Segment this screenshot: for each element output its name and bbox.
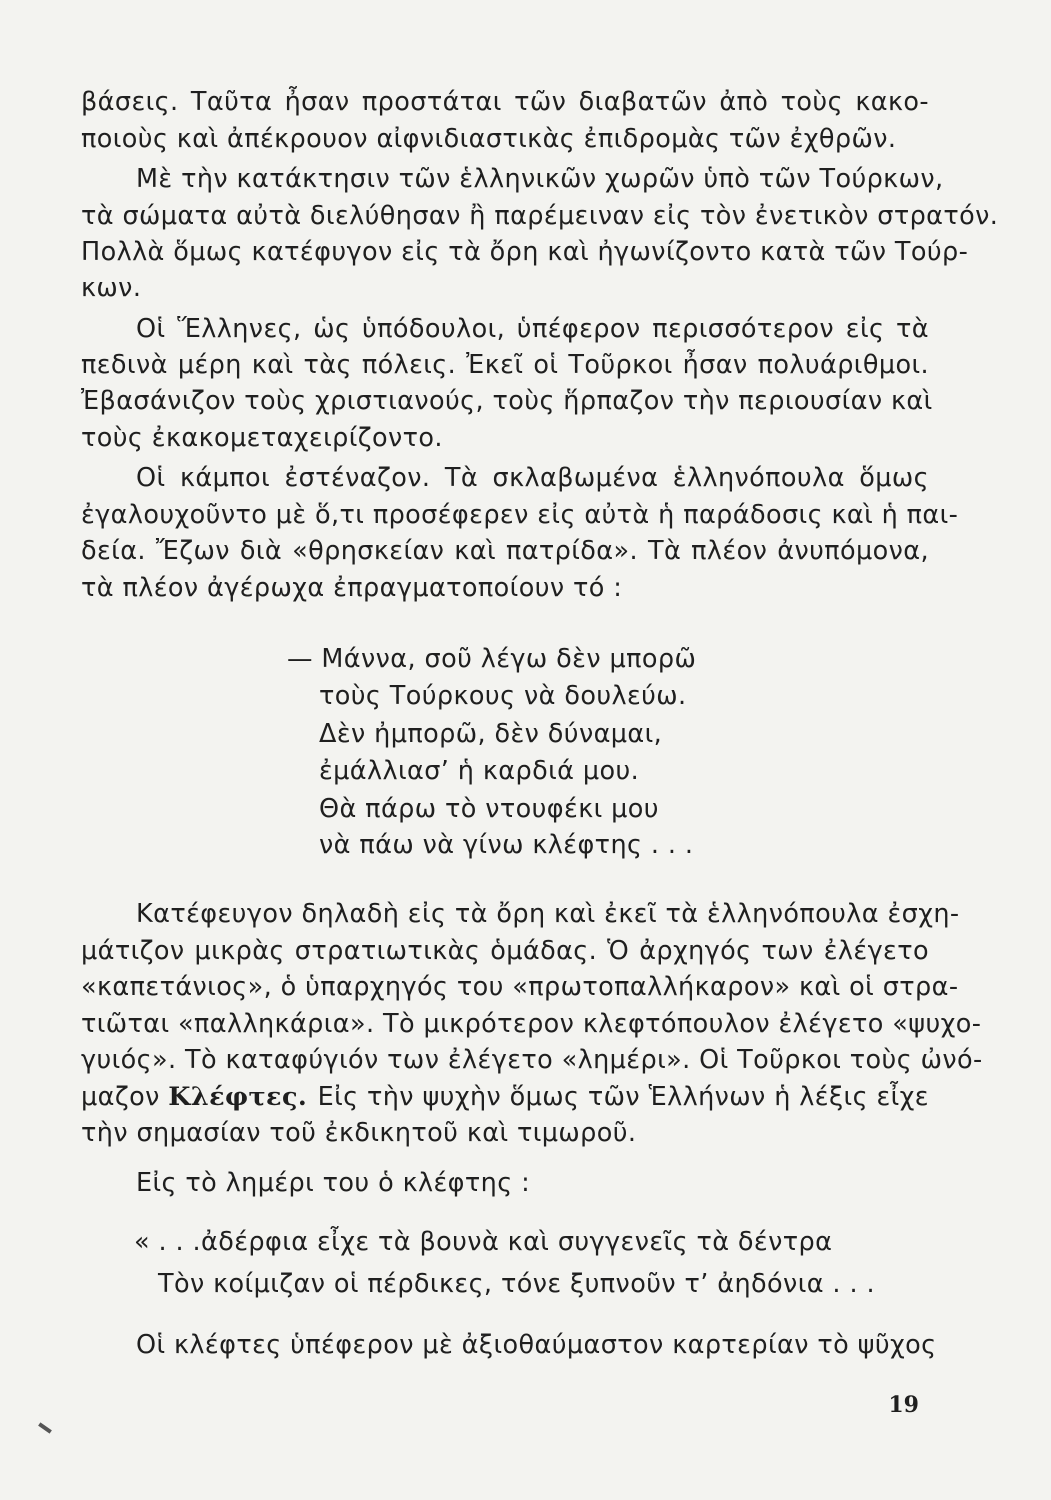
text-line: Πολλὰ ὅμως κατέφυγον εἰς τὰ ὄρη καὶ ἠγωνίζοντο κατὰ τῶν Τούρ-: [81, 237, 969, 267]
text-line: κων.: [81, 273, 142, 303]
text-line: Κατέφευγον δηλαδὴ εἰς τὰ ὄρη καὶ ἐκεῖ τὰ ἑλληνόπουλα ἐσχη-: [136, 899, 960, 929]
text-line: γυιός». Τὸ καταφύγιόν των ἐλέγετο «λημέρι». Οἱ Τοῦρκοι τοὺς ὠνό-: [81, 1045, 983, 1075]
page-number: 19: [888, 1392, 919, 1418]
text-line: τιῶται «παλληκάρια». Τὸ μικρότερον κλεφτόπουλον ἐλέγετο «ψυχο-: [81, 1009, 982, 1039]
poem-line: — Μάννα, σοῦ λέγω δὲν μπορῶ: [287, 644, 697, 674]
text-line: ποιοὺς καὶ ἀπέκρουον αἰφνιδιαστικὰς ἐπιδρομὰς τῶν ἐχθρῶν.: [81, 124, 897, 154]
text-line: ἐγαλουχοῦντο μὲ ὅ,τι προσέφερεν εἰς αὐτὰ ἡ παράδοσις καὶ ἡ παι-: [81, 500, 959, 530]
text-line: τὰ πλέον ἀγέρωχα ἐπραγματοποίουν τό :: [81, 573, 623, 603]
kleftes-bold-term: Κλέφτες.: [168, 1082, 308, 1112]
quote-line: Τὸν κοίμιζαν οἱ πέρδικες, τόνε ξυπνοῦν τ’ ἀηδόνια . . .: [158, 1269, 875, 1299]
poem-line: ἐμάλλιασ’ ἡ καρδιά μου.: [319, 756, 640, 786]
text-line: μάτιζον μικρὰς στρατιωτικὰς ὁμάδας. Ὁ ἀρχηγός των ἐλέγετο: [81, 936, 929, 966]
text-line: δεία. Ἔζων διὰ «θρησκείαν καὶ πατρίδα». Τὰ πλέον ἀνυπόμονα,: [81, 536, 929, 566]
text-line: τὰ σώματα αὐτὰ διελύθησαν ἢ παρέμειναν εἰς τὸν ἐνετικὸν στρατόν.: [81, 201, 999, 231]
text-line: Μὲ τὴν κατάκτησιν τῶν ἑλληνικῶν χωρῶν ὑπὸ τῶν Τούρκων,: [136, 164, 944, 194]
poem-line: νὰ πάω νὰ γίνω κλέφτης . . .: [319, 830, 694, 860]
text-line: πεδινὰ μέρη καὶ τὰς πόλεις. Ἐκεῖ οἱ Τοῦρκοι ἦσαν πολυάριθμοι.: [81, 350, 929, 380]
poem-line: Δὲν ἠμπορῶ, δὲν δύναμαι,: [319, 719, 663, 749]
text-line: Εἰς τὸ λημέρι του ὁ κλέφτης :: [136, 1168, 531, 1198]
text-segment: [81, 1079, 307, 1115]
quote-line: « . . .ἀδέρφια εἶχε τὰ βουνὰ καὶ συγγενεῖς τὰ δέντρα: [134, 1227, 833, 1257]
text-line: βάσεις. Ταῦτα ἦσαν προστάται τῶν διαβατῶν ἀπὸ τοὺς κακο-: [81, 87, 929, 117]
text-line: «καπετάνιος», ὁ ὑπαρχηγός του «πρωτοπαλλήκαρον» καὶ οἱ στρα-: [81, 972, 959, 1002]
ink-mark: [38, 1422, 52, 1433]
text-line: Οἱ κάμποι ἐστέναζον. Τὰ σκλαβωμένα ἑλληνόπουλα ὅμως: [136, 463, 929, 493]
text-line: Οἱ Ἕλληνες, ὡς ὑπόδουλοι, ὑπέφερον περισσότερον εἰς τὰ: [136, 314, 929, 344]
text-segment: Εἰς τὴν ψυχὴν ὅμως τῶν Ἑλλήνων ἡ λέξις εἶχε: [317, 1082, 929, 1112]
poem-line: τοὺς Τούρκους νὰ δουλεύω.: [319, 681, 687, 711]
poem-line: Θὰ πάρω τὸ ντουφέκι μου: [319, 794, 659, 824]
text-line: τοὺς ἐκακομεταχειρίζοντο.: [81, 423, 443, 453]
text-line: Ἐβασάνιζον τοὺς χριστιανούς, τοὺς ἥρπαζον τὴν περιουσίαν καὶ: [81, 386, 933, 416]
text-line: Οἱ κλέφτες ὑπέφερον μὲ ἀξιοθαύμαστον καρτερίαν τὸ ψῦχος: [136, 1330, 937, 1360]
text-line: [81, 1079, 929, 1115]
text-segment: μαζον: [81, 1082, 169, 1112]
text-line: τὴν σημασίαν τοῦ ἐκδικητοῦ καὶ τιμωροῦ.: [81, 1118, 637, 1148]
